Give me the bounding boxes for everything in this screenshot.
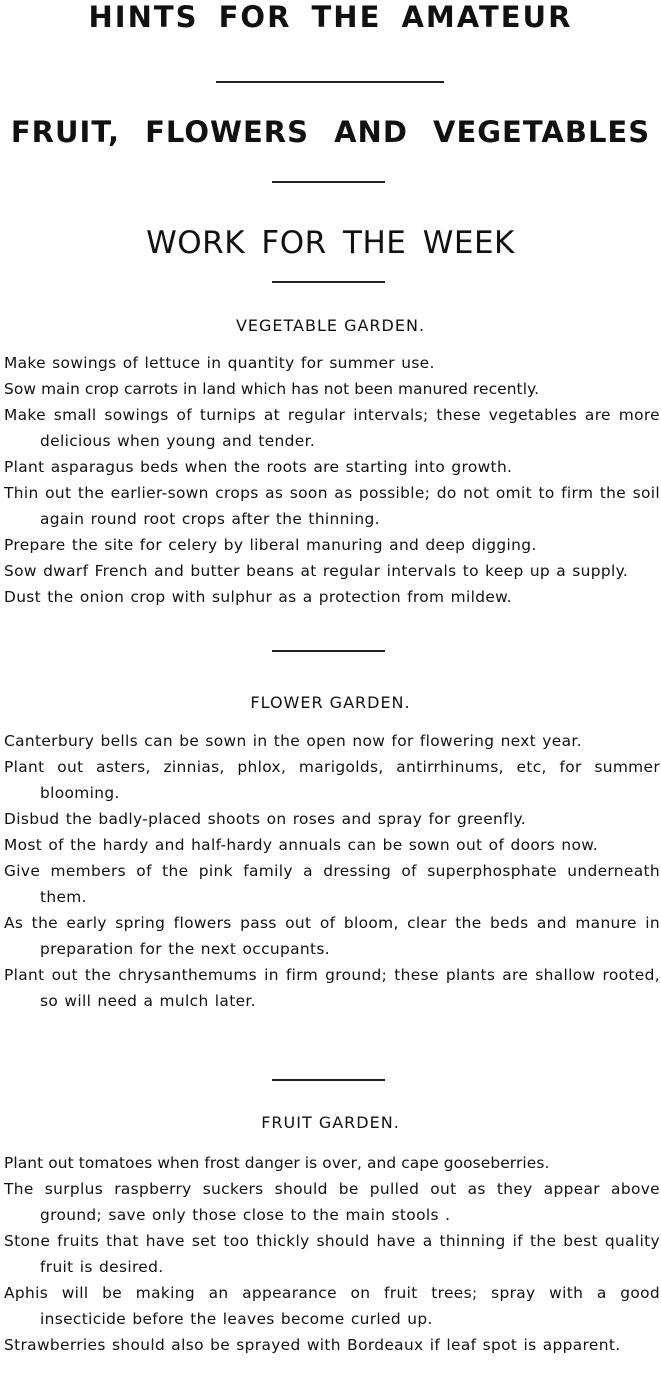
list-item: Sow main crop carrots in land which has not been manured recently. <box>4 380 540 398</box>
list-item: Plant asparagus beds when the roots are starting into growth. <box>4 458 513 476</box>
fruit-list <box>4 1150 660 1358</box>
list-item: Plant out tomatoes when frost danger is over, and cape gooseberries. <box>4 1154 550 1172</box>
section-title-vegetable: VEGETABLE GARDEN. <box>235 316 426 335</box>
list-item: Dust the onion crop with sulphur as a protection from mildew. <box>4 588 512 606</box>
list-item: Make small sowings of turnips at regular intervals; these vegetables are more delicious when young and tender. <box>4 406 660 450</box>
list-item: Aphis will be making an appearance on fruit trees; spray with a good insecticide before the leaves become curled up. <box>4 1284 660 1328</box>
vegetable-list <box>4 350 660 610</box>
list-item: Most of the hardy and half-hardy annuals can be sown out of doors now. <box>4 836 599 854</box>
sub-heading: FRUIT, FLOWERS AND VEGETABLES <box>10 115 651 149</box>
divider-rule <box>272 650 385 652</box>
list-item: Disbud the badly-placed shoots on roses and spray for greenfly. <box>4 810 527 828</box>
divider-rule <box>272 281 385 283</box>
work-heading: WORK FOR THE WEEK <box>146 225 515 261</box>
list-item: As the early spring flowers pass out of bloom, clear the beds and manure in preparation for the next occupants. <box>4 914 660 958</box>
section-title-fruit: FRUIT GARDEN. <box>261 1113 400 1132</box>
main-heading: HINTS FOR THE AMATEUR <box>88 0 573 34</box>
list-item: Strawberries should also be sprayed with Bordeaux if leaf spot is apparent. <box>4 1336 621 1354</box>
list-item: Make sowings of lettuce in quantity for summer use. <box>4 354 435 372</box>
divider-rule <box>272 1079 385 1081</box>
flower-list <box>4 728 660 1014</box>
list-item: Prepare the site for celery by liberal manuring and deep digging. <box>4 536 537 554</box>
list-item: Stone fruits that have set too thickly should have a thinning if the best quality fruit is desired. <box>4 1232 660 1276</box>
list-item: Canterbury bells can be sown in the open now for flowering next year. <box>4 732 582 750</box>
divider-rule <box>216 81 444 83</box>
list-item: Sow dwarf French and butter beans at regular intervals to keep up a supply. <box>4 562 629 580</box>
list-item: The surplus raspberry suckers should be pulled out as they appear above ground; save only those close to the main stools . <box>4 1180 660 1224</box>
divider-rule <box>272 181 385 183</box>
section-title-flower: FLOWER GARDEN. <box>250 693 411 712</box>
list-item: Plant out asters, zinnias, phlox, marigolds, antirrhinums, etc, for summer blooming. <box>4 758 660 802</box>
list-item: Thin out the earlier-sown crops as soon as possible; do not omit to firm the soil again round root crops after the thinning. <box>4 484 660 528</box>
list-item: Give members of the pink family a dressing of superphosphate underneath them. <box>4 862 660 906</box>
list-item: Plant out the chrysanthemums in firm ground; these plants are shallow rooted, so will need a mulch later. <box>4 966 660 1010</box>
